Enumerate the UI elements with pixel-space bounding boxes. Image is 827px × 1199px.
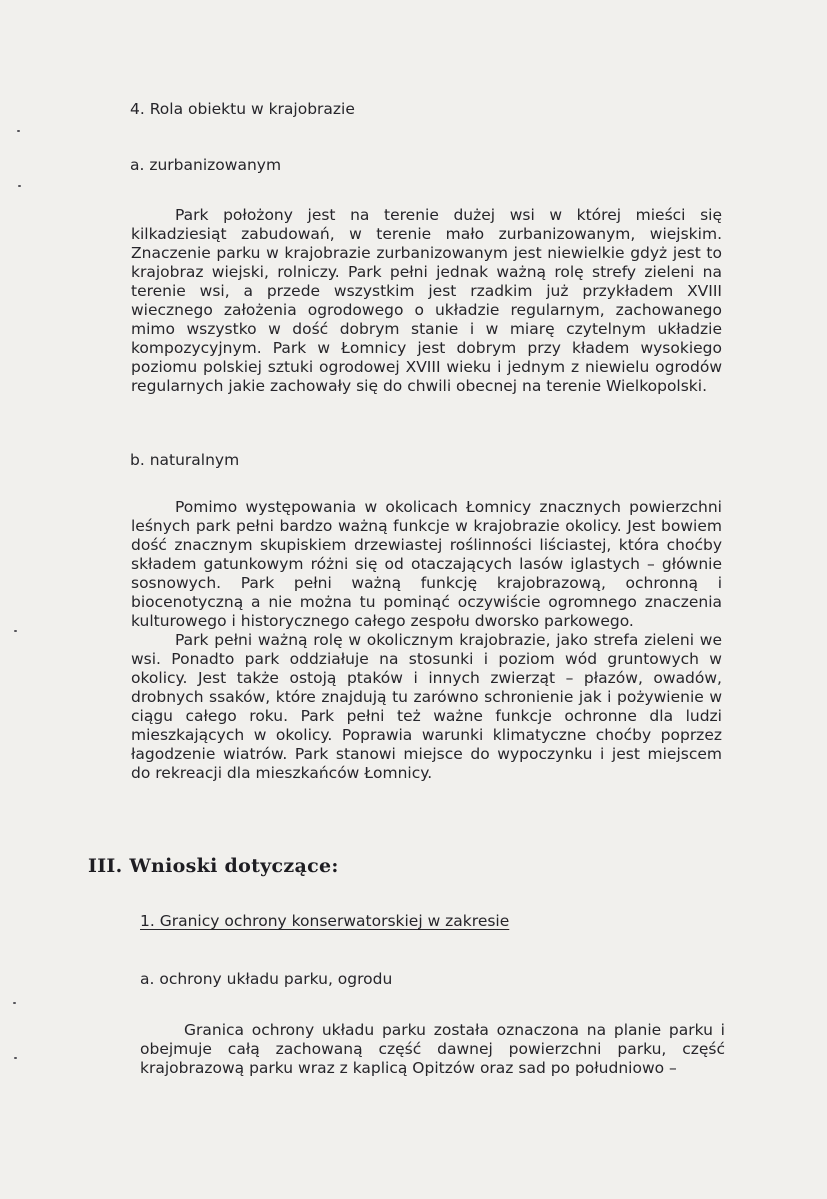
scan-speck — [18, 185, 21, 187]
section-4-heading: 4. Rola obiektu w krajobrazie — [130, 100, 355, 118]
paragraph-text: Park położony jest na terenie dużej wsi w której mieści się kilkadziesiąt zabudowań, w terenie mało zurbanizowanym, wiejskim. Znaczenie parku w krajobrazie zurbanizowanym jest niewielkie gdyż jest to krajobraz wiejski, rolniczy. Park pełni jednak ważną rolę strefy zieleni na terenie wsi, a przede wszystkim jest rzadkim już przykładem XVIII wiecznego założenia ogrodowego o układzie regularnym, zachowanego mimo wszystko w dość dobrym stanie i w miarę czytelnym układzie kompozycyjnym. Park w Łomnicy jest dobrym przy kładem wysokiego poziomu polskiej sztuki ogrodowej XVIII wieku i jednym z niewielu ogrodów regularnych jakie zachowały się do chwili obecnej na terenie Wielkopolski. — [131, 206, 722, 395]
paragraph-text: Park pełni ważną rolę w okolicznym krajobrazie, jako strefa zieleni we wsi. Ponadto park oddziałuje na stosunki i poziom wód gruntowych w okolicy. Jest także ostoją ptaków i innych zwierząt – płazów, owadów, drobnych ssaków, które znajdują tu zarówno schronienie jak i pożywienie w ciągu całego roku. Park pełni też ważne funkcje ochronne dla ludzi mieszkających w okolicy. Poprawia warunki klimatyczne choćby poprzez łagodzenie wiatrów. Park stanowi miejsce do wypoczynku i jest miejscem do rekreacji dla mieszkańców Łomnicy. — [131, 631, 722, 782]
paragraph-text: Pomimo występowania w okolicach Łomnicy znacznych powierzchni leśnych park pełni bardzo ważną funkcje w krajobrazie okolicy. Jest bowiem dość znacznym skupiskiem drzewiastej roślinności liściastej, która choćby składem gatunkowym różni się od otaczających lasów iglastych – głównie sosnowych. Park pełni ważną funkcję krajobrazową, ochronną i biocenotyczną a nie można tu pominąć oczywiście ogromnego znaczenia kulturowego i historycznego całego zespołu dworsko parkowego. — [131, 498, 722, 630]
scan-speck — [17, 130, 20, 132]
subsection-b-label: b. naturalnym — [130, 451, 240, 469]
subsection-1-heading: 1. Granicy ochrony konserwatorskiej w zakresie — [140, 912, 510, 930]
scan-speck — [14, 1057, 17, 1059]
section-3-heading: III. Wnioski dotyczące: — [88, 855, 339, 877]
urbanized-paragraph — [131, 206, 722, 396]
item-a-label: a. ochrony układu parku, ogrodu — [140, 970, 393, 988]
boundary-paragraph — [140, 1021, 725, 1078]
subsection-a-label: a. zurbanizowanym — [130, 156, 282, 174]
paragraph-text: Granica ochrony układu parku została oznaczona na planie parku i obejmuje całą zachowaną część dawnej powierzchni parku, część krajobrazową parku wraz z kaplicą Opitzów oraz sad po południowo – — [140, 1021, 725, 1077]
natural-paragraphs — [131, 498, 722, 783]
scan-speck — [13, 1002, 16, 1004]
scan-speck — [14, 630, 17, 632]
